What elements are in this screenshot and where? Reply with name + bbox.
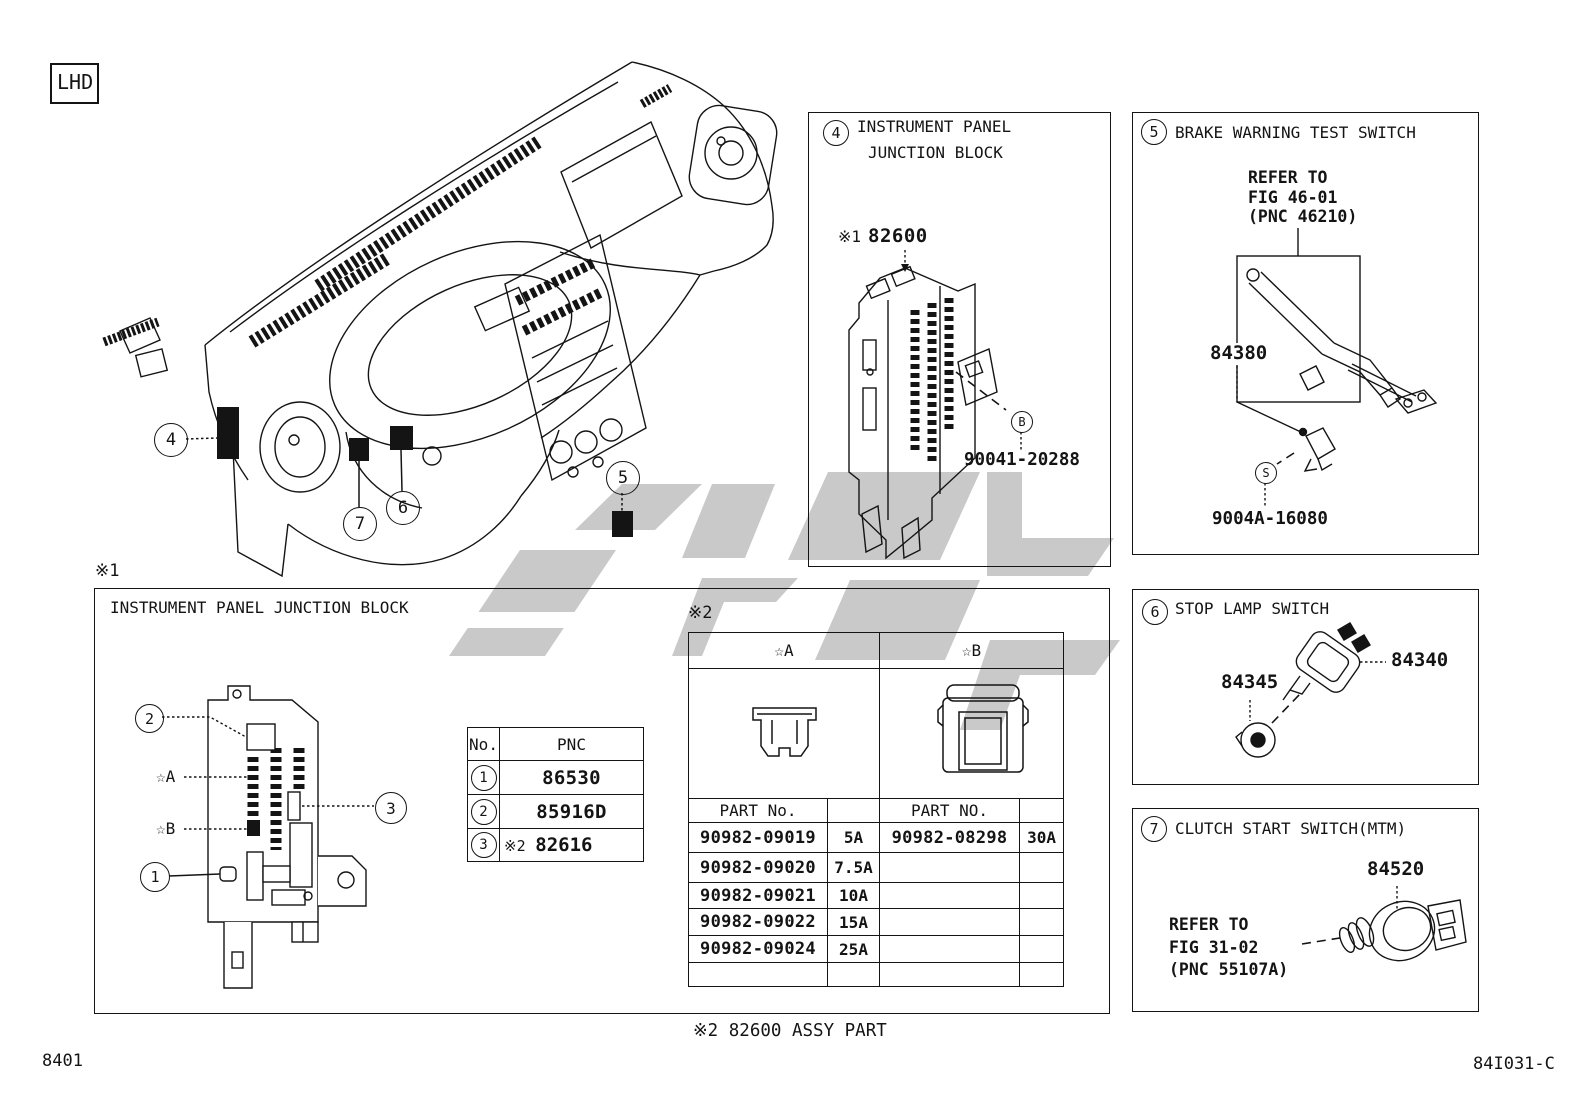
row-number-circle: 2	[471, 799, 497, 825]
fuse-part: 90982-09020	[689, 853, 828, 883]
note-ref-2-label: ※2	[688, 603, 713, 623]
table-row	[689, 936, 1064, 963]
panel4-part-ref	[838, 226, 928, 248]
fuse-part: 90982-09021	[689, 883, 828, 909]
lhd-label: LHD	[57, 70, 94, 94]
part-number-84520: 84520	[1367, 858, 1425, 880]
panel6-number-circle	[1142, 599, 1168, 625]
refer-line1: REFER TO	[1169, 915, 1249, 934]
callout-4-number: 4	[165, 430, 177, 450]
callout-5-circle	[606, 461, 640, 495]
callout-5-number: 5	[617, 468, 629, 488]
table-row	[689, 883, 1064, 909]
fuse-part: 90982-09019	[689, 823, 828, 853]
refer-line3: (PNC 46210)	[1248, 207, 1358, 226]
fastener-b-circle	[1011, 411, 1033, 433]
fuse-part: 90982-09022	[689, 909, 828, 936]
panel5-number-circle	[1141, 119, 1167, 145]
callout-7-number: 7	[354, 514, 366, 534]
panel7-number-circle	[1141, 816, 1167, 842]
row-number-circle: 3	[471, 832, 497, 858]
callout-7-circle	[343, 507, 377, 541]
table-row	[468, 761, 644, 795]
pnc-table-col-no: No.	[468, 728, 500, 761]
fuse-table-head-b: ☆B	[880, 633, 1064, 669]
part-number-84380: 84380	[1210, 342, 1268, 364]
refer-line2: FIG 46-01	[1248, 187, 1338, 207]
panel5-refer-note	[1248, 168, 1357, 227]
panel6-frame	[1132, 589, 1479, 785]
fuse-amp: 30A	[1020, 823, 1064, 853]
refer-line3: (PNC 55107A)	[1169, 960, 1289, 979]
fuse-table	[688, 632, 1064, 987]
refer-line2: FIG 31-02	[1169, 937, 1259, 957]
fuse-table-head-a: ☆A	[689, 633, 880, 669]
panel7-title: CLUTCH START SWITCH(MTM)	[1175, 819, 1407, 838]
panel4-frame	[808, 112, 1111, 567]
table-row-empty	[689, 963, 1064, 987]
table-row	[689, 823, 1064, 853]
fuse-amp: 7.5A	[828, 853, 880, 883]
fuse-image-cell-b	[880, 669, 1064, 799]
pnc-table-col-pnc: PNC	[500, 728, 644, 761]
callout-4-circle	[154, 423, 188, 457]
callout-2-circle	[135, 704, 164, 733]
pnc-value: 86530	[500, 761, 644, 795]
fastener-s-letter: S	[1262, 466, 1270, 480]
table-row	[689, 909, 1064, 936]
callout-2-number: 2	[144, 709, 155, 728]
panel4-title-line1: INSTRUMENT PANEL	[857, 117, 1012, 136]
note-ref-1: ※1	[838, 227, 862, 246]
callout-6-number: 6	[397, 498, 409, 518]
panel4-title-line2: JUNCTION BLOCK	[868, 143, 1003, 162]
panel4-number-circle	[823, 120, 849, 146]
panel5-number: 5	[1149, 123, 1159, 141]
pnc-value: ※2 82616	[500, 829, 644, 862]
panel7-number: 7	[1149, 820, 1159, 838]
fastener-s-circle	[1255, 462, 1277, 484]
callout-6-circle	[386, 491, 420, 525]
figure-code: 84I031-C	[1473, 1054, 1555, 1074]
table-row	[468, 795, 644, 829]
part-number-90041-20288: 90041-20288	[964, 450, 1080, 470]
part-no-header-a: PART No.	[689, 799, 828, 823]
pnc-value: 85916D	[500, 795, 644, 829]
panel7-refer-note	[1169, 914, 1288, 982]
part-number-82600: 82600	[868, 225, 928, 247]
page-number: 8401	[42, 1051, 83, 1071]
fuse-part: 90982-08298	[880, 823, 1020, 853]
fuse-amp: 15A	[828, 909, 880, 936]
fuse-part: 90982-09024	[689, 936, 828, 963]
callout-1-circle	[140, 862, 170, 892]
table-row	[689, 853, 1064, 883]
callout-3-circle	[375, 792, 407, 824]
part-no-header-b: PART NO.	[880, 799, 1020, 823]
assy-note	[693, 1021, 887, 1041]
dashboard-drawing	[120, 62, 780, 576]
part-number-84340: 84340	[1391, 649, 1449, 671]
junction-panel-title: INSTRUMENT PANEL JUNCTION BLOCK	[110, 598, 409, 617]
part-number-9004a-16080: 9004A-16080	[1212, 509, 1328, 529]
table-row	[468, 829, 644, 862]
panel4-number: 4	[831, 124, 841, 142]
fuse-amp: 10A	[828, 883, 880, 909]
callout-1-number: 1	[150, 868, 160, 886]
panel6-number: 6	[1150, 603, 1160, 621]
refer-line1: REFER TO	[1248, 168, 1328, 187]
star-a-label: ☆A	[156, 767, 176, 786]
assy-note-text: 82600 ASSY PART	[728, 1021, 887, 1041]
panel6-title: STOP LAMP SWITCH	[1175, 599, 1330, 618]
fuse-amp: 25A	[828, 936, 880, 963]
note-ref-2: ※2	[693, 1021, 719, 1041]
fuse-image-cell-a	[689, 669, 880, 799]
pnc-table	[467, 727, 644, 862]
row-number-circle: 1	[471, 765, 497, 791]
panel5-title: BRAKE WARNING TEST SWITCH	[1175, 123, 1416, 142]
callout-3-number: 3	[386, 798, 396, 818]
star-b-label: ☆B	[156, 819, 176, 838]
part-number-84345: 84345	[1221, 671, 1279, 693]
fastener-b-letter: B	[1018, 415, 1026, 429]
note-ref-1-label: ※1	[95, 561, 120, 581]
fuse-amp: 5A	[828, 823, 880, 853]
